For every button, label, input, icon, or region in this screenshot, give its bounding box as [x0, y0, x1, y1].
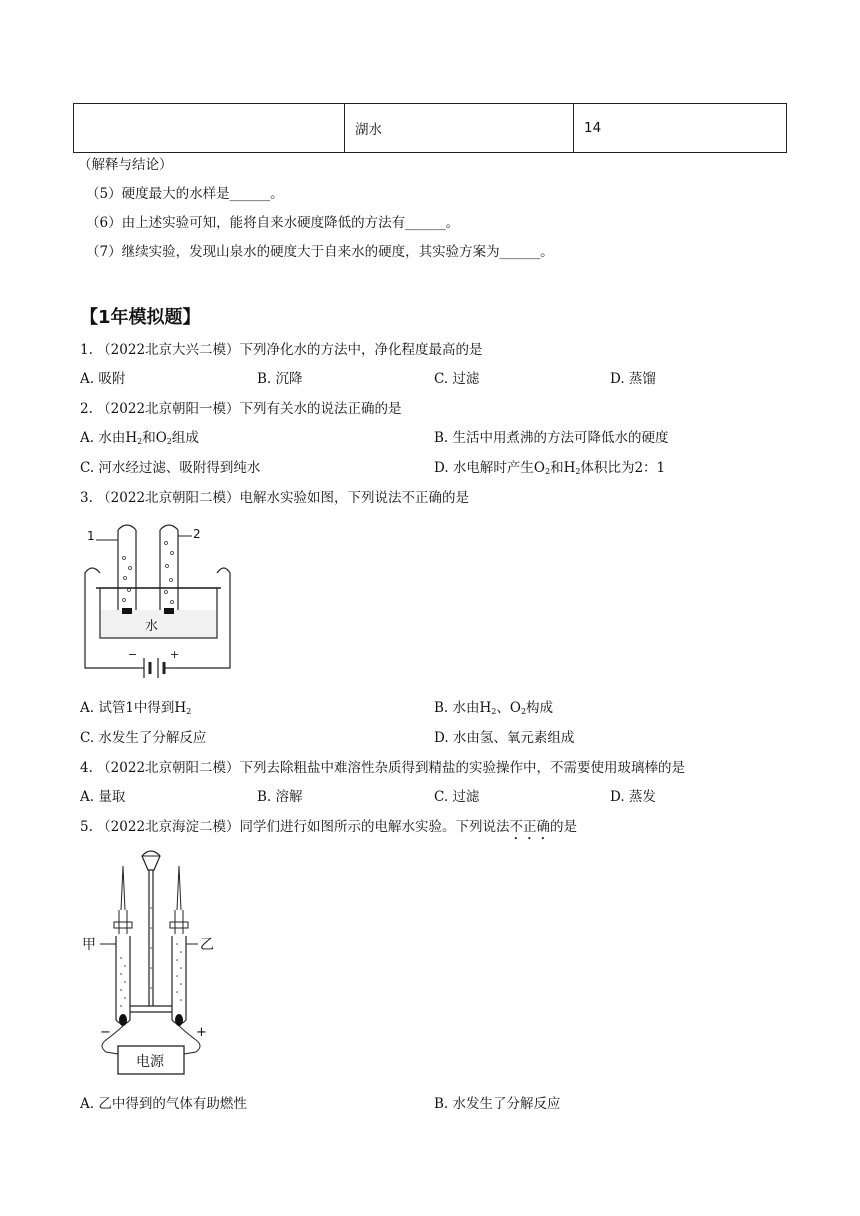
q5-stem: 5. （2022北京海淀二模）同学们进行如图所示的电解水实验。下列说法不正确的是 — [80, 819, 578, 835]
q5-option-a: A. 乙中得到的气体有助燃性 — [80, 1096, 247, 1112]
q1-option-b: B. 沉降 — [257, 371, 303, 387]
q4-stem: 4. （2022北京朝阳二模）下列去除粗盐中难溶性杂质得到精盐的实验操作中，不需要使用玻璃棒的是 — [80, 760, 686, 776]
q3-option-a: A. 试管1中得到$H_2$ — [80, 700, 192, 716]
q5-option-b: B. 水发生了分解反应 — [434, 1096, 561, 1112]
electrolysis-figure-2 — [84, 848, 234, 1088]
analysis-heading: （解释与结论） — [78, 157, 173, 173]
q2-option-a: A. 水由$H_2$和$O_2$组成 — [80, 430, 199, 446]
q3-option-d: D. 水由氢、氧元素组成 — [434, 730, 575, 746]
table-cell: 14 — [574, 104, 787, 153]
battery-plus-label: + — [170, 648, 180, 661]
q2-option-c: C. 河水经过滤、吸附得到纯水 — [80, 460, 261, 476]
question-7-analysis: （7）继续实验，发现山泉水的硬度大于自来水的硬度，其实验方案为______。 — [86, 244, 554, 260]
question-5-analysis: （5）硬度最大的水样是______。 — [86, 186, 284, 202]
plus-label: + — [196, 1025, 207, 1040]
tube-jia-label: 甲 — [82, 937, 96, 953]
tube-1-label: 1 — [87, 529, 95, 543]
question-6-analysis: （6）由上述实验可知，能将自来水硬度降低的方法有______。 — [86, 215, 460, 231]
q1-option-a: A. 吸附 — [80, 371, 126, 387]
table-row — [74, 104, 787, 153]
q4-option-a: A. 量取 — [80, 789, 126, 805]
q1-stem: 1. （2022北京大兴二模）下列净化水的方法中，净化程度最高的是 — [80, 342, 483, 358]
table-cell — [74, 104, 345, 153]
q4-option-b: B. 溶解 — [257, 789, 303, 805]
q1-option-d: D. 蒸馏 — [610, 371, 656, 387]
tube-yi-label: 乙 — [200, 937, 214, 953]
table-cell: 湖水 — [345, 104, 574, 153]
data-table — [73, 103, 787, 153]
minus-label: − — [100, 1025, 111, 1040]
section-title: 【1年模拟题】 — [80, 307, 201, 328]
q2-option-b: B. 生活中用煮沸的方法可降低水的硬度 — [434, 430, 669, 446]
battery-minus-label: − — [128, 648, 138, 661]
q4-option-d: D. 蒸发 — [610, 789, 656, 805]
electrolysis-figure-1 — [82, 518, 232, 688]
emphasized-text: 不正确 — [509, 819, 551, 835]
q4-option-c: C. 过滤 — [434, 789, 480, 805]
q1-option-c: C. 过滤 — [434, 371, 480, 387]
q3-stem: 3. （2022北京朝阳二模）电解水实验如图，下列说法不正确的是 — [80, 490, 470, 506]
q2-option-d: D. 水电解时产生$O_2$和$H_2$体积比为2：1 — [434, 460, 666, 476]
q3-option-c: C. 水发生了分解反应 — [80, 730, 207, 746]
q3-option-b: B. 水由$H_2$、$O_2$构成 — [434, 700, 554, 716]
power-source-label: 电源 — [136, 1054, 164, 1070]
q2-stem: 2. （2022北京朝阳一模）下列有关水的说法正确的是 — [80, 401, 402, 417]
tube-2-label: 2 — [193, 527, 201, 541]
water-label: 水 — [145, 619, 159, 634]
